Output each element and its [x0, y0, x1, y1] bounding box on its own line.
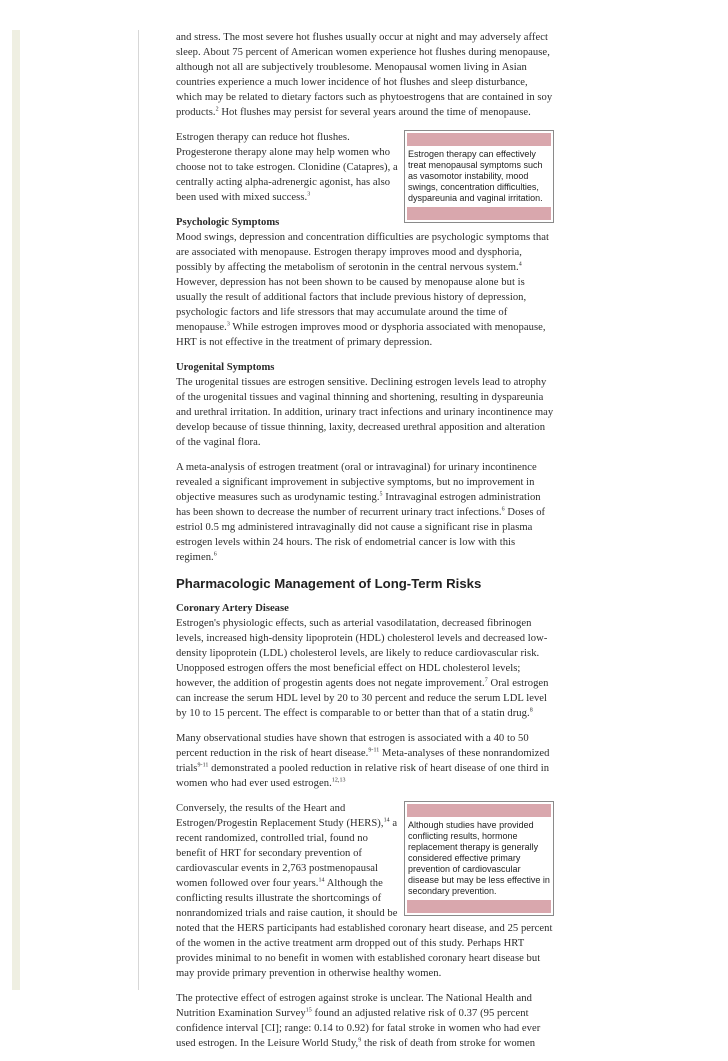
reference-link[interactable]: 8	[529, 707, 533, 714]
pull-quote-bar-bottom	[407, 900, 551, 913]
psychologic-paragraph	[176, 230, 554, 350]
reference-link[interactable]: 2	[215, 106, 219, 113]
reference-link[interactable]: 3	[226, 321, 230, 328]
observational-paragraph	[176, 731, 554, 791]
paragraph-text: Mood swings, depression and concentration difficulties are psychologic symptoms that are associated with menopause. Estrogen therapy improves mood and dysphoria, possibly by affecting the metabolism of serotonin in the central nervous system.	[176, 232, 549, 273]
pull-quote	[404, 801, 554, 916]
paragraph-text: Oral estrogen can increase the serum HDL level by 20 to 30 percent and reduce the serum LDL level by 10 to 15 percent. The effect is comparable to or better than that of a statin drug.	[176, 678, 549, 719]
paragraph-text: Estrogen's physiologic effects, such as arterial vasodilatation, decreased fibrinogen levels, increased high-density lipoprotein (HDL) cholesterol levels and decreased low-density lipoprotein (LDL) cholesterol levels, are likely to reduce cardiovascular risk. Unopposed estrogen offers the most beneficial effect on HDL cholesterol levels; however, the addition of progestin agents does not negate improvement.	[176, 618, 548, 689]
subheading-urogenital: Urogenital Symptoms	[176, 362, 275, 373]
article-body	[176, 30, 554, 1061]
pull-quote-bar-top	[407, 133, 551, 146]
reference-link[interactable]: 9	[358, 1037, 362, 1044]
reference-link[interactable]: 6	[213, 551, 217, 558]
section-heading: Pharmacologic Management of Long-Term Risks	[176, 576, 482, 591]
paragraph-text: Meta-analyses of these nonrandomized trials	[176, 748, 550, 774]
reference-link[interactable]: 7	[484, 677, 488, 684]
column-divider	[138, 30, 139, 990]
paragraph-text: the risk of death from stroke for women	[361, 1038, 536, 1049]
left-margin-stripe	[12, 30, 20, 990]
paragraph-text: a recent randomized, controlled trial, found no benefit of HRT for secondary prevention of cardiovascular events in 2,763 postmenopausal women followed over four years.	[176, 818, 398, 889]
urogenital-paragraph: The urogenital tissues are estrogen sensitive. Declining estrogen levels lead to atrophy of the urogenital tissues and vaginal thinning and shortening, resulting in dyspareunia and urethral irritation. In addition, urinary tract infections and urinary incontinence may develop because of tissue thinning, laxity, decreased urethral apposition and alteration of the vaginal flora.	[176, 377, 554, 448]
reference-link[interactable]: 4	[518, 261, 522, 268]
paragraph-text: and stress. The most severe hot flushes usually occur at night and may adversely affect sleep. About 75 percent of American women experience hot flushes during menopause, although not all are subjectively troublesome. Menopausal women living in Asian countries experience a much lower incidence of hot flushes and sleep disturbance, which may be related to dietary factors such as phytoestrogens that are contained in soy products.	[176, 32, 553, 118]
paragraph-text: While estrogen improves mood or dysphoria associated with menopause, HRT is not effective in the treatment of primary depression.	[176, 322, 546, 348]
paragraph-text: demonstrated a pooled reduction in relative risk of heart disease of one third in women who had ever used estrogen.	[176, 763, 550, 789]
paragraph-text: Although the conflicting results illustrate the shortcomings of nonrandomized trials and raise caution, it should be noted that the HERS participants had established coronary heart disease, and 25 percent of the women in the active treatment arm dropped out of this study. Perhaps HRT provides minimal to no benefit in women with established coronary heart disease but may provide primary prevention in otherwise healthy women.	[176, 878, 553, 979]
pull-quote-text: Estrogen therapy can effectively treat menopausal symptoms such as vasomotor instability, mood swings, concentration difficulties, dyspareunia and vaginal irritation.	[408, 149, 543, 203]
reference-link[interactable]: 12,13	[331, 777, 346, 784]
paragraph-text: found an adjusted relative risk of 0.37 (95 percent confidence interval [CI]; range: 0.14 to 0.92) for fatal stroke in women who had ever used estrogen. In the Leisure World Study,	[176, 1008, 541, 1049]
paragraph-text: The protective effect of estrogen against stroke is unclear. The National Health and Nutrition Examination Survey	[176, 993, 532, 1019]
paragraph-text: Doses of estriol 0.5 mg administered intravaginally did not cause a significant rise in plasma estrogen levels within 24 hours. The risk of endometrial cancer is low with this regimen.	[176, 507, 546, 563]
reference-link[interactable]: 14	[318, 877, 325, 884]
reference-link[interactable]: 15	[305, 1007, 312, 1014]
reference-link[interactable]: 3	[307, 191, 311, 198]
reference-link[interactable]: 5	[379, 491, 383, 498]
pull-quote-bar-bottom	[407, 207, 551, 220]
paragraph-text: Intravaginal estrogen administration has been shown to decrease the number of recurrent urinary tract infections.	[176, 492, 541, 518]
reference-link[interactable]: 14	[383, 817, 390, 824]
pull-quote-bar-top	[407, 804, 551, 817]
paragraph-text: However, depression has not been shown to be caused by menopause alone but is usually the result of additional factors that include previous history of depression, psychologic factors and life stressors that may accumulate around the time of menopause.	[176, 277, 527, 333]
paragraph-text: Conversely, the results of the Heart and Estrogen/Progestin Replacement Study (HERS),	[176, 803, 384, 829]
paragraph-text: Hot flushes may persist for several years around the time of menopause.	[218, 107, 531, 118]
paragraph-text: Estrogen therapy can reduce hot flushes. Progesterone therapy alone may help women who choose not to take estrogen. Clonidine (Catapres), a centrally acting alpha-adrenergic agonist, has also been used with mixed success.	[176, 132, 398, 203]
subheading-coronary: Coronary Artery Disease	[176, 603, 289, 614]
coronary-paragraph	[176, 616, 554, 721]
reference-link[interactable]: 9-11	[197, 762, 209, 769]
paragraph-text: Many observational studies have shown that estrogen is associated with a 40 to 50 percent reduction in the risk of heart disease.	[176, 733, 529, 759]
reference-link[interactable]: 6	[501, 506, 505, 513]
pull-quote	[404, 130, 554, 223]
reference-link[interactable]: 9-11	[368, 747, 380, 754]
stroke-paragraph	[176, 991, 554, 1051]
intro-paragraph	[176, 30, 554, 120]
meta-analysis-paragraph	[176, 460, 554, 565]
subheading-psychologic: Psychologic Symptoms	[176, 217, 280, 228]
pull-quote-text: Although studies have provided conflicting results, hormone replacement therapy is generally considered effective primary prevention of cardiovascular disease but may be less effective in secondary prevention.	[408, 820, 550, 896]
paragraph-text: A meta-analysis of estrogen treatment (oral or intravaginal) for urinary incontinence revealed a significant improvement in subjective symptoms, but no improvement in objective measures such as urodynamic testing.	[176, 462, 537, 503]
